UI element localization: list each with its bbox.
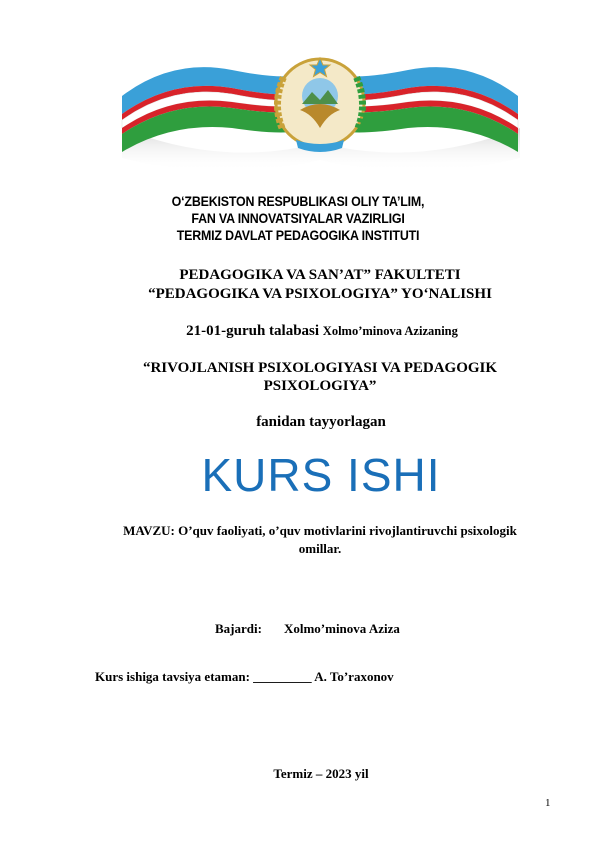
student-group: 21-01-guruh talabasi: [186, 323, 320, 339]
faculty-line-1: PEDAGOGIKA VA SAN’AT” FAKULTETI: [179, 267, 461, 283]
performed-by-label: Bajardi:: [215, 621, 262, 636]
student-line: [22, 323, 596, 340]
ministry-line-3: TERMIZ DAVLAT PEDAGOGIKA INSTITUTI: [176, 228, 420, 243]
performed-by: [215, 621, 400, 637]
topic-line-2: omillar.: [298, 541, 342, 556]
document-title: KURS ISHI: [201, 449, 441, 501]
topic-line-1: MAVZU: O’quv faoliyati, o’quv motivlarini rivojlantiruvchi psixologik: [123, 523, 517, 538]
student-name: Xolmo’minova Azizaning: [322, 324, 458, 338]
performed-by-name: Xolmo’minova Aziza: [283, 621, 400, 636]
subject-title: [40, 359, 596, 395]
page-number: 1: [545, 797, 551, 809]
faculty-heading: [20, 266, 596, 304]
prepared-for-subject: fanidan tayyorlagan: [256, 414, 386, 430]
state-emblem-icon: [112, 48, 528, 178]
signature-blank: _________: [253, 669, 312, 684]
faculty-line-2: “PEDAGOGIKA VA PSIXOLOGIYA” YO‘NALISHI: [148, 286, 492, 302]
subject-line-2: PSIXOLOGIYA”: [263, 378, 377, 394]
ministry-heading: [24, 193, 572, 244]
topic: [40, 522, 596, 558]
subject-line-1: “RIVOJLANISH PSIXOLOGIYASI VA PEDAGOGIK: [142, 360, 498, 376]
city-year: Termiz – 2023 yil: [273, 766, 369, 781]
supervisor-name: A. To’raxonov: [314, 669, 394, 684]
ministry-line-2: FAN VA INNOVATSIYALAR VAZIRLIGI: [191, 211, 405, 226]
recommendation: [95, 669, 394, 685]
ministry-line-1: O‘ZBEKISTON RESPUBLIKASI OLIY TA’LIM,: [171, 194, 425, 209]
recommendation-label: Kurs ishiga tavsiya etaman:: [95, 669, 250, 684]
